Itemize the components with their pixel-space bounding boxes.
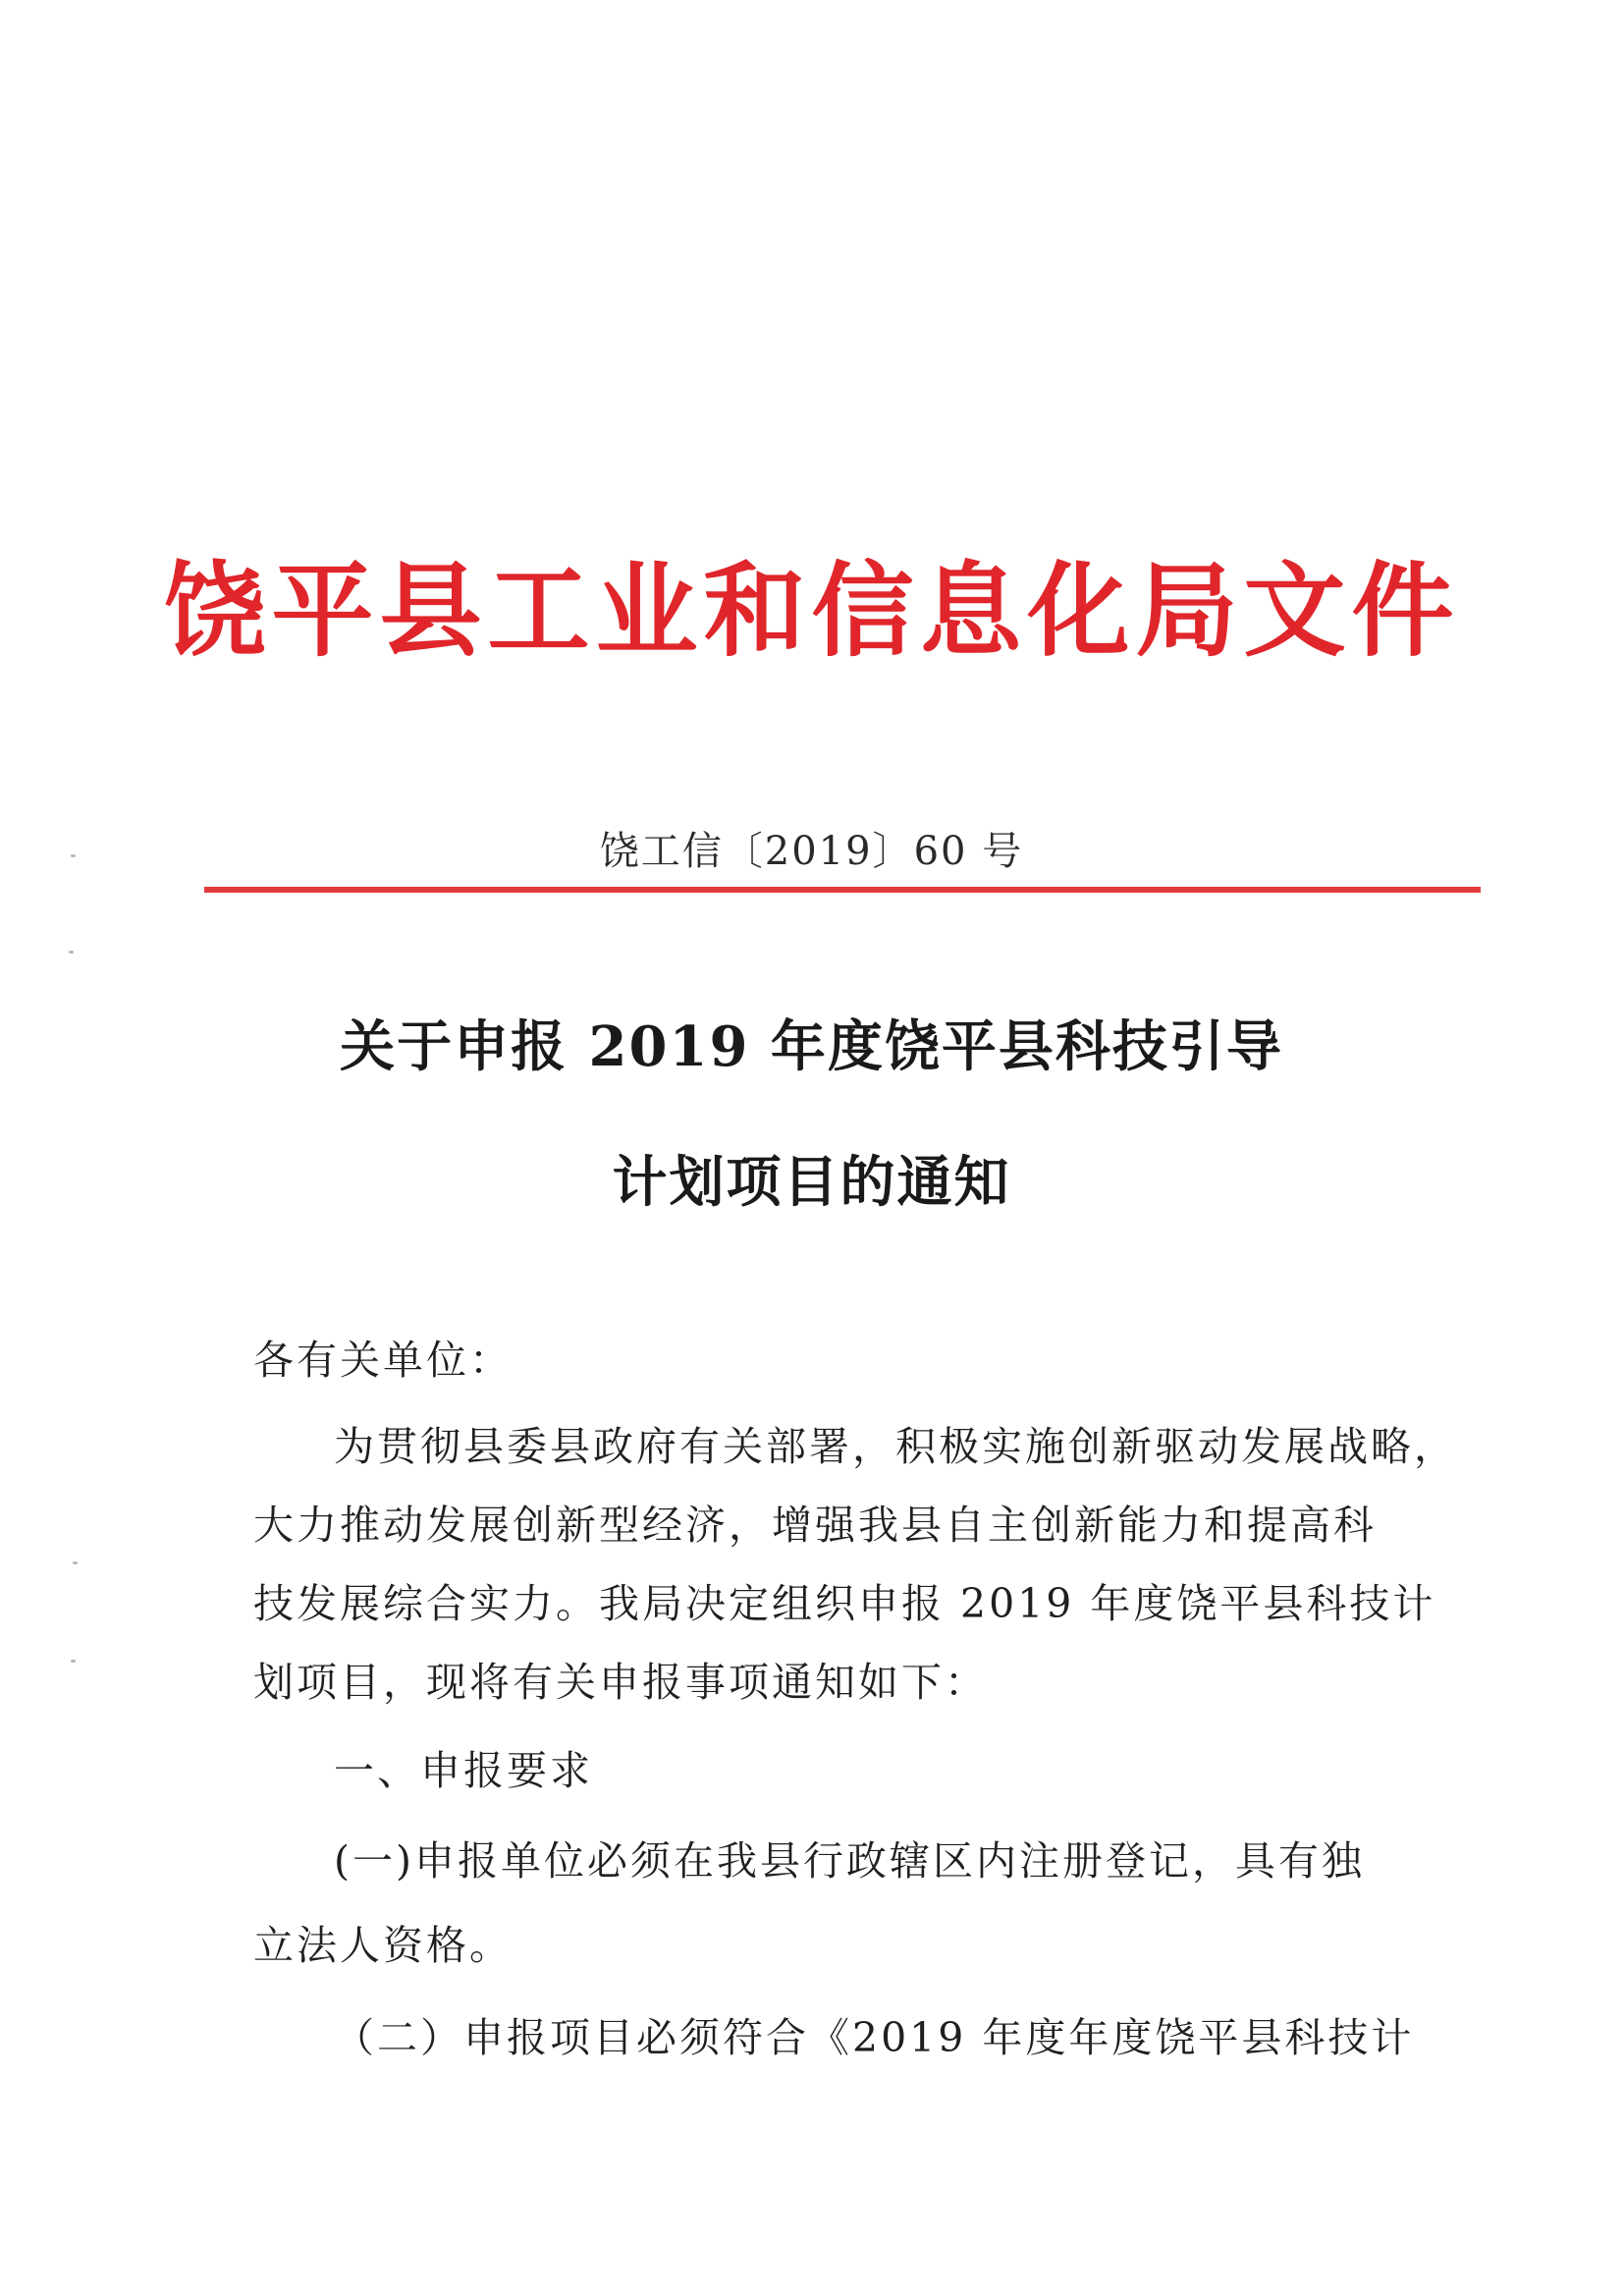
document-number: 饶工信〔2019〕60 号 xyxy=(599,829,1024,874)
paragraph-1-line-3: 技发展综合实力。我局决定组织申报 2019 年度饶平县科技计 xyxy=(253,1580,1436,1627)
paragraph-1-line-1: 为贯彻县委县政府有关部署，积极实施创新驱动发展战略， xyxy=(334,1423,1457,1470)
document-masthead: 饶平县工业和信息化局文件 xyxy=(163,550,1460,671)
item-1-line-2: 立法人资格。 xyxy=(253,1922,513,1969)
section-1-heading: 一、申报要求 xyxy=(334,1747,593,1794)
scan-speck xyxy=(73,1561,78,1564)
salutation: 各有关单位： xyxy=(253,1337,513,1384)
scan-speck xyxy=(71,854,76,857)
scan-speck xyxy=(69,951,74,954)
red-divider-rule xyxy=(204,887,1481,893)
paragraph-1-line-2: 大力推动发展创新型经济，增强我县自主创新能力和提高科 xyxy=(253,1502,1377,1549)
item-2-line-1: （二）申报项目必须符合《2019 年度年度饶平县科技计 xyxy=(334,2014,1415,2061)
scan-speck xyxy=(71,1660,76,1663)
notice-title-line-2: 计划项目的通知 xyxy=(612,1150,1011,1215)
item-1-line-1: (一)申报单位必须在我县行政辖区内注册登记，具有独 xyxy=(334,1837,1365,1885)
paragraph-1-line-4: 划项目，现将有关申报事项通知如下： xyxy=(253,1659,988,1706)
notice-title-line-1: 关于申报 2019 年度饶平县科技引导 xyxy=(340,1014,1283,1079)
